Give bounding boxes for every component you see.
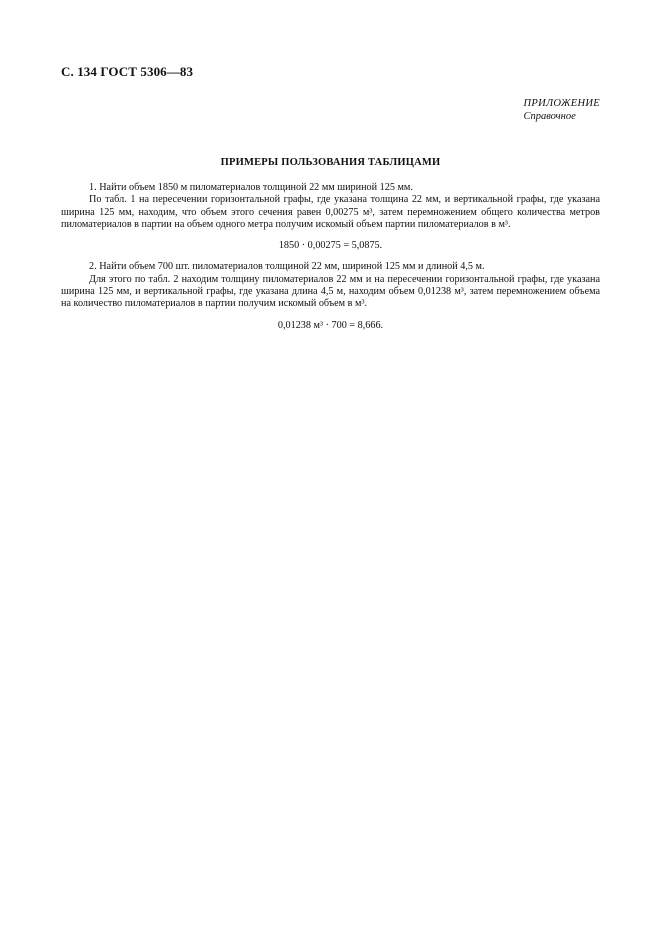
- example-1-solution: По табл. 1 на пересечении горизонтальной графы, где указана толщина 22 мм, и вертикальной графы, где указана ширина 125 мм, находим, что объем этого сечения равен 0,00275 м³, затем перемножением общего количества метров пиломатериалов в партии на объем одного метра получим искомый объем партии пиломатериалов в м³.: [61, 194, 600, 230]
- section-title: ПРИМЕРЫ ПОЛЬЗОВАНИЯ ТАБЛИЦАМИ: [220, 157, 441, 168]
- example-1-formula: 1850 · 0,00275 = 5,0875.: [278, 240, 383, 252]
- appendix-subtitle: Справочное: [523, 111, 576, 122]
- appendix-label: [524, 97, 601, 123]
- page-header: С. 134 ГОСТ 5306—83: [61, 64, 194, 79]
- example-1-task: 1. Найти объем 1850 м пиломатериалов толщиной 22 мм шириной 125 мм.: [89, 182, 413, 193]
- example-2-formula: 0,01238 м³ · 700 = 8,666.: [277, 319, 384, 331]
- example-2-solution: Для этого по табл. 2 находим толщину пиломатериалов 22 мм и на пересечении горизонтальной графы, где указана ширина 125 мм, и вертикальной графы, где указана длина 4,5 м, находим объем 0,01238 м³, затем перемножением объема на количество пиломатериалов в партии получим искомый объем в м³.: [61, 273, 600, 310]
- example-2-task: 2. Найти объем 700 шт. пиломатериалов толщиной 22 мм, шириной 125 мм и длиной 4,5 м.: [89, 261, 485, 273]
- document-body: [61, 182, 600, 341]
- appendix-title: ПРИЛОЖЕНИЕ: [523, 98, 600, 109]
